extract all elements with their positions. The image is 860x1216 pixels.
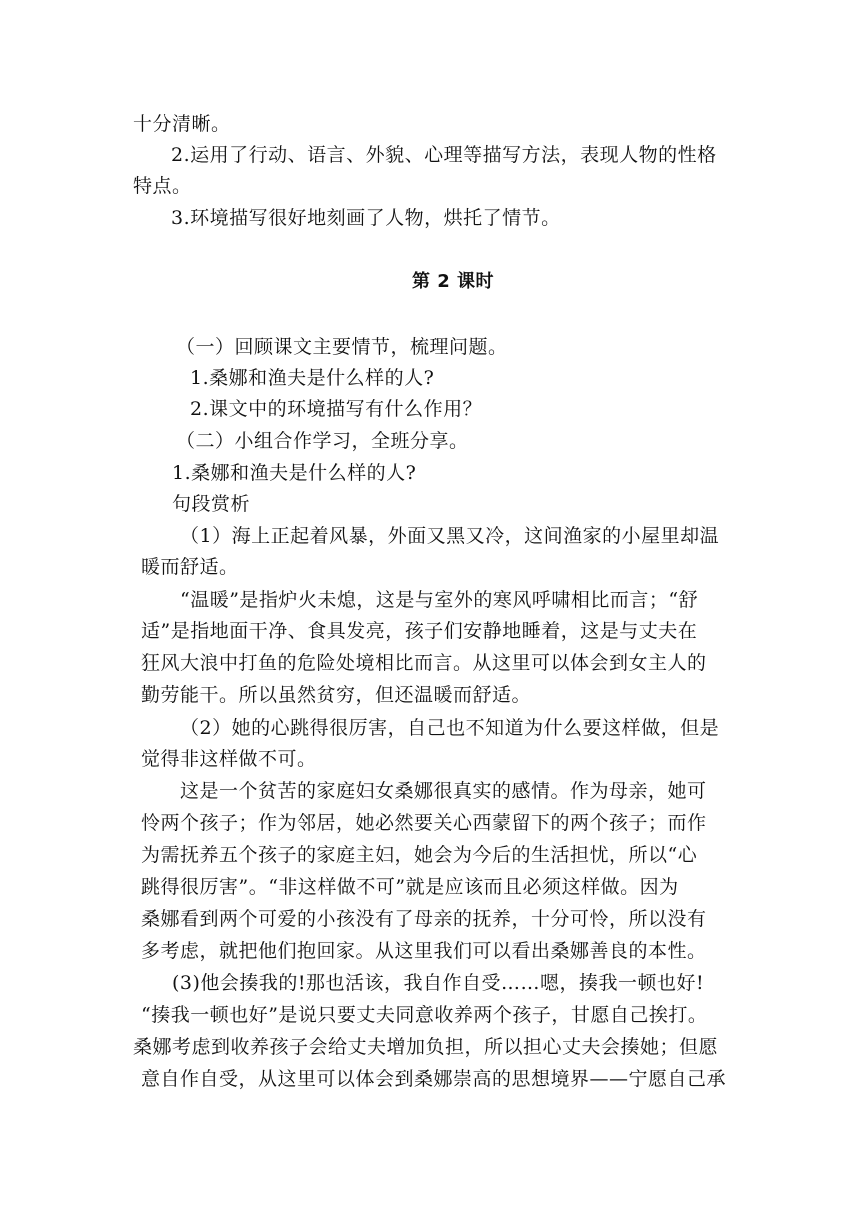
- text-line: 意自作自受，从这里可以体会到桑娜崇高的思想境界——宁愿自己承: [141, 1068, 727, 1090]
- text-line: 适”是指地面干净、食具发亮，孩子们安静地睡着，这是与丈夫在: [141, 620, 698, 642]
- text-line: 觉得非这样做不可。: [141, 748, 317, 770]
- text-line: 句段赏析: [172, 493, 251, 515]
- text-line: “揍我一顿也好”是说只要丈夫同意收养两个孩子，甘愿自己挨打。: [141, 1004, 708, 1026]
- text-line: 3.环境描写很好地刻画了人物，烘托了情节。: [171, 207, 561, 229]
- text-line: 1.桑娜和渔夫是什么样的人?: [172, 462, 417, 484]
- text-line: 暖而舒适。: [141, 556, 239, 578]
- text-line: （二）小组合作学习，全班分享。: [176, 430, 469, 452]
- text-line: （1）海上正起着风暴，外面又黑又冷，这间渔家的小屋里却温: [180, 525, 720, 547]
- text-line: 2.运用了行动、语言、外貌、心理等描写方法，表现人物的性格: [171, 144, 717, 166]
- text-line: 勤劳能干。所以虽然贫穷，但还温暖而舒适。: [141, 684, 532, 706]
- text-line: 为需抚养五个孩子的家庭主妇，她会为今后的生活担忧，所以“心: [141, 844, 698, 866]
- text-line: 怜两个孩子；作为邻居，她必然要关心西蒙留下的两个孩子；而作: [141, 812, 707, 834]
- text-line: 1.桑娜和渔夫是什么样的人?: [190, 367, 435, 389]
- text-line: 2.课文中的环境描写有什么作用？: [190, 398, 483, 420]
- text-line: (3)他会揍我的!那也活该，我自作自受……嗯，揍我一顿也好!: [172, 972, 705, 994]
- text-line: 跳得很厉害”。“非这样做不可”就是应该而且必须这样做。因为: [141, 876, 679, 898]
- text-line: 多考虑，就把他们抱回家。从这里我们可以看出桑娜善良的本性。: [141, 940, 707, 962]
- text-line: 十分清晰。: [133, 113, 231, 135]
- lesson-heading: 第 2 课时: [412, 271, 495, 292]
- text-line: 桑娜看到两个可爱的小孩没有了母亲的抚养，十分可怜，所以没有: [141, 908, 707, 930]
- text-line: 特点。: [133, 175, 192, 197]
- text-line: （一）回顾课文主要情节，梳理问题。: [176, 336, 508, 358]
- text-line: 狂风大浪中打鱼的危险处境相比而言。从这里可以体会到女主人的: [141, 652, 707, 674]
- text-line: 这是一个贫苦的家庭妇女桑娜很真实的感情。作为母亲，她可: [180, 780, 707, 802]
- text-line: 桑娜考虑到收养孩子会给丈夫增加负担，所以担心丈夫会揍她；但愿: [133, 1036, 719, 1058]
- text-line: “温暖”是指炉火未熄，这是与室外的寒风呼啸相比而言；“舒: [180, 589, 699, 611]
- text-line: （2）她的心跳得很厉害，自己也不知道为什么要这样做，但是: [180, 717, 720, 739]
